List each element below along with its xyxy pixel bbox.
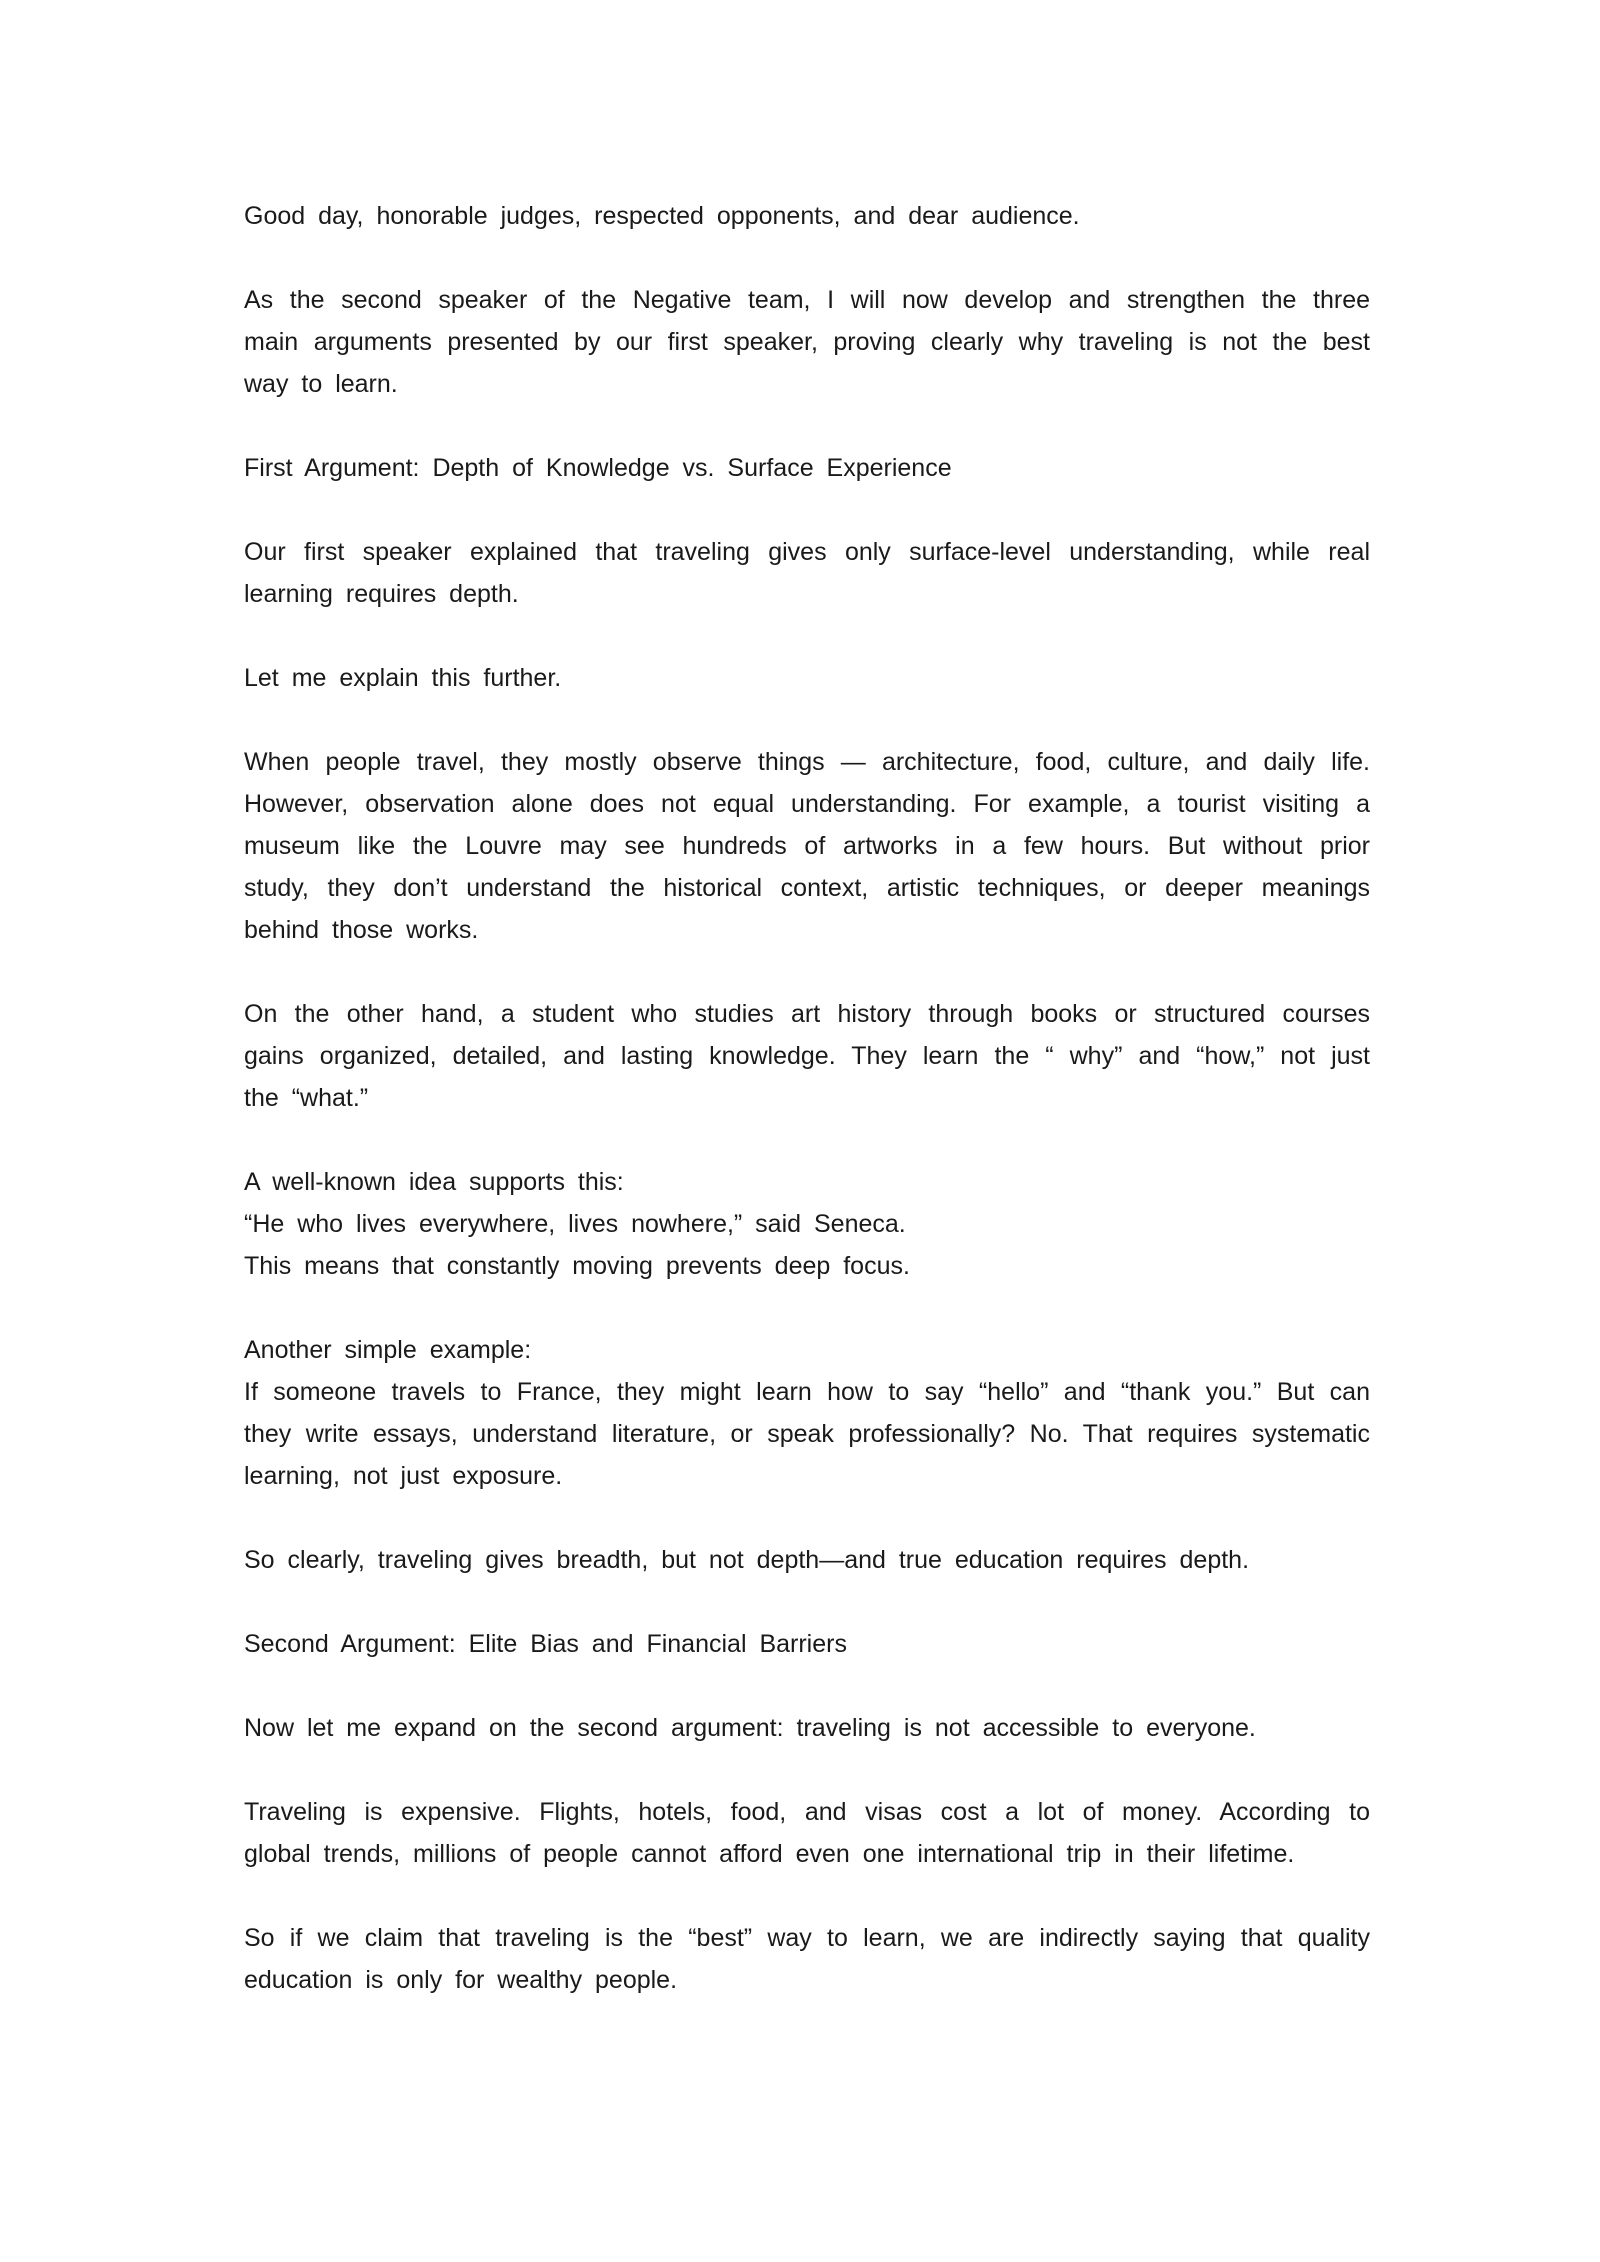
seneca-quote-line: “He who lives everywhere, lives nowhere,” said Seneca. [244,1210,906,1238]
france-example-body: If someone travels to France, they might learn how to say “hello” and “thank you.” But can they write essays, understand literature, or speak professionally? No. That requires systematic learning, not just exposure. [244,1378,1370,1490]
france-example-paragraph [244,1329,1370,1497]
first-argument-summary-paragraph: Our first speaker explained that traveling gives only surface-level understanding, while real learning requires depth. [244,538,1370,608]
seneca-intro-line: A well-known idea supports this: [244,1168,624,1196]
art-history-paragraph: On the other hand, a student who studies art history through books or structured courses gains organized, detailed, and lasting knowledge. They learn the “ why” and “how,” not just the “what.” [244,1000,1370,1112]
cost-paragraph: Traveling is expensive. Flights, hotels, food, and visas cost a lot of money. According to global trends, millions of people cannot afford even one international trip in their lifetime. [244,1798,1370,1868]
wealthy-paragraph: So if we claim that traveling is the “best” way to learn, we are indirectly saying that quality education is only for wealthy people. [244,1924,1370,1994]
first-argument-heading: First Argument: Depth of Knowledge vs. Surface Experience [244,454,952,482]
document-body [244,195,1370,2043]
intro-paragraph: As the second speaker of the Negative team, I will now develop and strengthen the three main arguments presented by our first speaker, proving clearly why traveling is not the best way to learn. [244,286,1370,398]
france-example-intro-line: Another simple example: [244,1336,532,1364]
accessibility-paragraph: Now let me expand on the second argument: traveling is not accessible to everyone. [244,1714,1256,1742]
greeting-paragraph: Good day, honorable judges, respected opponents, and dear audience. [244,202,1080,230]
breadth-depth-paragraph: So clearly, traveling gives breadth, but not depth—and true education requires depth. [244,1546,1250,1574]
second-argument-heading: Second Argument: Elite Bias and Financial Barriers [244,1630,847,1658]
observation-paragraph: When people travel, they mostly observe things — architecture, food, culture, and daily life. However, observation alone does not equal understanding. For example, a tourist visiting a museum like the Louvre may see hundreds of artworks in a few hours. But without prior study, they don’t understand the historical context, artistic techniques, or deeper meanings behind those works. [244,748,1370,944]
explain-further-paragraph: Let me explain this further. [244,664,562,692]
seneca-meaning-line: This means that constantly moving prevents deep focus. [244,1252,910,1280]
seneca-paragraph [244,1161,1370,1287]
